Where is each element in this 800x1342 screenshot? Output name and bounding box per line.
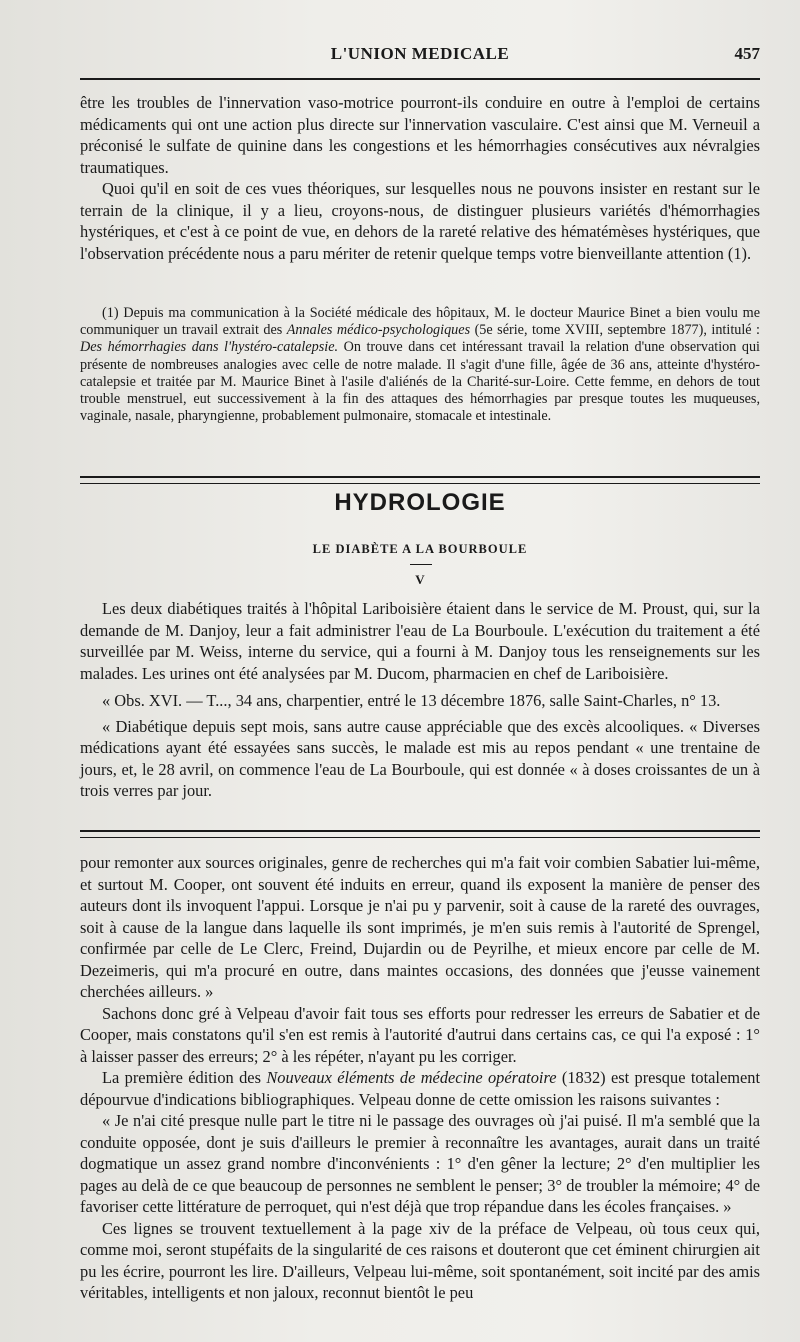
paragraph: « Obs. XVI. — T..., 34 ans, charpentier, entré le 13 décembre 1876, salle Saint-Charles, n° 13. [102,691,721,710]
paragraph: Quoi qu'il en soit de ces vues théoriques, sur lesquelles nous ne pouvons insister en restant sur le terrain de la clinique, il y a lieu, croyons-nous, de distinguer plusieurs variétés d'hémorrhagies hystériques, et c'est à ce point de vue, en dehors de la rareté relative des hématémèses hystériques, que l'observation précédente nous a paru mériter de retenir quelque temps votre bienveillante attention (1). [80,179,760,263]
article-number: V [415,572,425,587]
journal-title: Annales médico-psychologiques [286,322,471,339]
title-underline [410,564,432,565]
footnote-part: (5e série, tome XVIII, septembre 1877), intitulé : [470,322,761,339]
feuilleton-text [80,852,760,1304]
article-title: LE DIABÈTE A LA BOURBOULE [312,542,528,556]
footnote-part: On trouve dans cet intéressant travail la relation d'une observation qui présente de nombreuses analogies avec celle de notre malade. Il s'agit d'une fille, âgée de 36 ans, atteinte d'hystéro-catalepsie et traitée par M. Maurice Binet à l'asile d'aliénés de la Charité-sur-Loire. Cette femme, en dehors de tout trouble menstruel, eut successivement à la fin des attaques des hémorrhagies par presque toutes les muqueuses, vaginale, nasale, pharyngienne, probablement pulmonaire, stomacale et intestinale. [80,339,761,425]
text-run: (1832) est presque totalement dépourvue d'indications bibliographiques. Velpeau donne de cette omission les raisons suivantes : [80,1068,761,1109]
footnote [80,305,760,425]
paragraph: Ces lignes se trouvent textuellement à la page xiv de la préface de Velpeau, où tous ceux qui, comme moi, seront stupéfaits de la singularité de ces raisons et douteront que cet éminent chirurgien ait pu les écrire, pourront les lire. D'ailleurs, Velpeau lui-même, soit spontanément, soit incité par des amis véritables, intelligents et non jaloux, reconnut bientôt le peu [80,1218,760,1302]
paragraph: Sachons donc gré à Velpeau d'avoir fait tous ses efforts pour redresser les erreurs de Sabatier et de Cooper, mais constatons qu'il s'en est remis à l'autorité d'autrui dans certains cas, ce qui l'a exposé : 1° à laisser passer des erreurs; 2° à les répéter, n'ayant pu les corriger. [80,1003,760,1066]
paragraph: Les deux diabétiques traités à l'hôpital Lariboisière étaient dans le service de M. Proust, qui, sur la demande de M. Danjoy, leur a fait administrer l'eau de La Bourboule. L'exécution du traitement a été surveillée par M. Weiss, interne du service, qui a fourni à M. Danjoy tous les renseignements sur les malades. Les urines ont été analysées par M. Ducom, pharmacien en chef de Lariboisière. [80,599,760,683]
header-rule [80,78,760,80]
paragraph: pour remonter aux sources originales, genre de recherches qui m'a fait voir combien Sabatier lui-même, et surtout M. Cooper, ont souvent été induits en erreur, quand ils exposent la manière de penser des auteurs dont ils invoquent l'appui. Lorsque je n'ai pu y parvenir, soit à cause de la rareté des ouvrages, soit à cause de la langue dans laquelle ils sont imprimés, je m'en suis remis à l'autorité de Sprengel, confirmée par celle de Le Clerc, Freind, Dujardin ou de Peyrilhe, et mieux encore par celle de M. Dezeimeris, qui m'a procuré en outre, dans maintes occasions, des données que j'eusse vainement cherchées ailleurs. » [80,853,760,1001]
section-title: HYDROLOGIE [334,489,506,516]
page-header [80,44,760,70]
paragraph: être les troubles de l'innervation vaso-motrice pourront-ils conduire en outre à l'emploi de certains médicaments qui ont une action plus directe sur l'innervation vasculaire. C'est ainsi que M. Verneuil a préconisé le sulfate de quinine dans les congestions et les hémorrhagies consécutives aux névralgies traumatiques. [80,93,760,177]
cited-article-title: Des hémorrhagies dans l'hystéro-catalepsie. [80,339,339,356]
running-title: L'UNION MEDICALE [330,44,510,63]
text-run: La première édition des [102,1068,267,1087]
hydrologie-text [80,598,760,802]
feuilleton-divider [80,830,760,838]
book-title: Nouveaux éléments de médecine opératoire [266,1068,557,1087]
paragraph: « Je n'ai cité presque nulle part le titre ni le passage des ouvrages où j'ai puisé. Il m'a semblé que la conduite opposée, dont je suis d'ailleurs le premier à reconnaître les avantages, aurait dans un traité dogmatique un assez grand nombre d'inconvénients : 1° d'en gêner la lecture; 2° d'en multiplier les pages au delà de ce que beaucoup de personnes ne semblent le penser; 3° de troubler la mémoire; 4° de favoriser cette littérature de perroquet, qui n'est déjà que trop répandue dans les écoles françaises. » [80,1111,760,1216]
footnote-text [80,305,760,425]
paragraph: « Diabétique depuis sept mois, sans autre cause appréciable que des excès alcooliques. « Diverses médications ayant été essayées sans succès, le malade est mis au repos pendant « une trentaine de jours, et, le 28 avril, on commence l'eau de La Bourboule, qui est donnée « à doses croissantes de un à trois verres par jour. [80,716,760,800]
top-article-text [80,92,760,264]
paragraph [80,1067,760,1110]
section-divider [80,476,760,484]
footnote-part: (1) Depuis ma communication à la Société médicale des hôpitaux, M. le docteur Maurice Binet a bien voulu me communiquer un travail extrait des [80,305,760,339]
page-number: 457 [734,44,760,63]
